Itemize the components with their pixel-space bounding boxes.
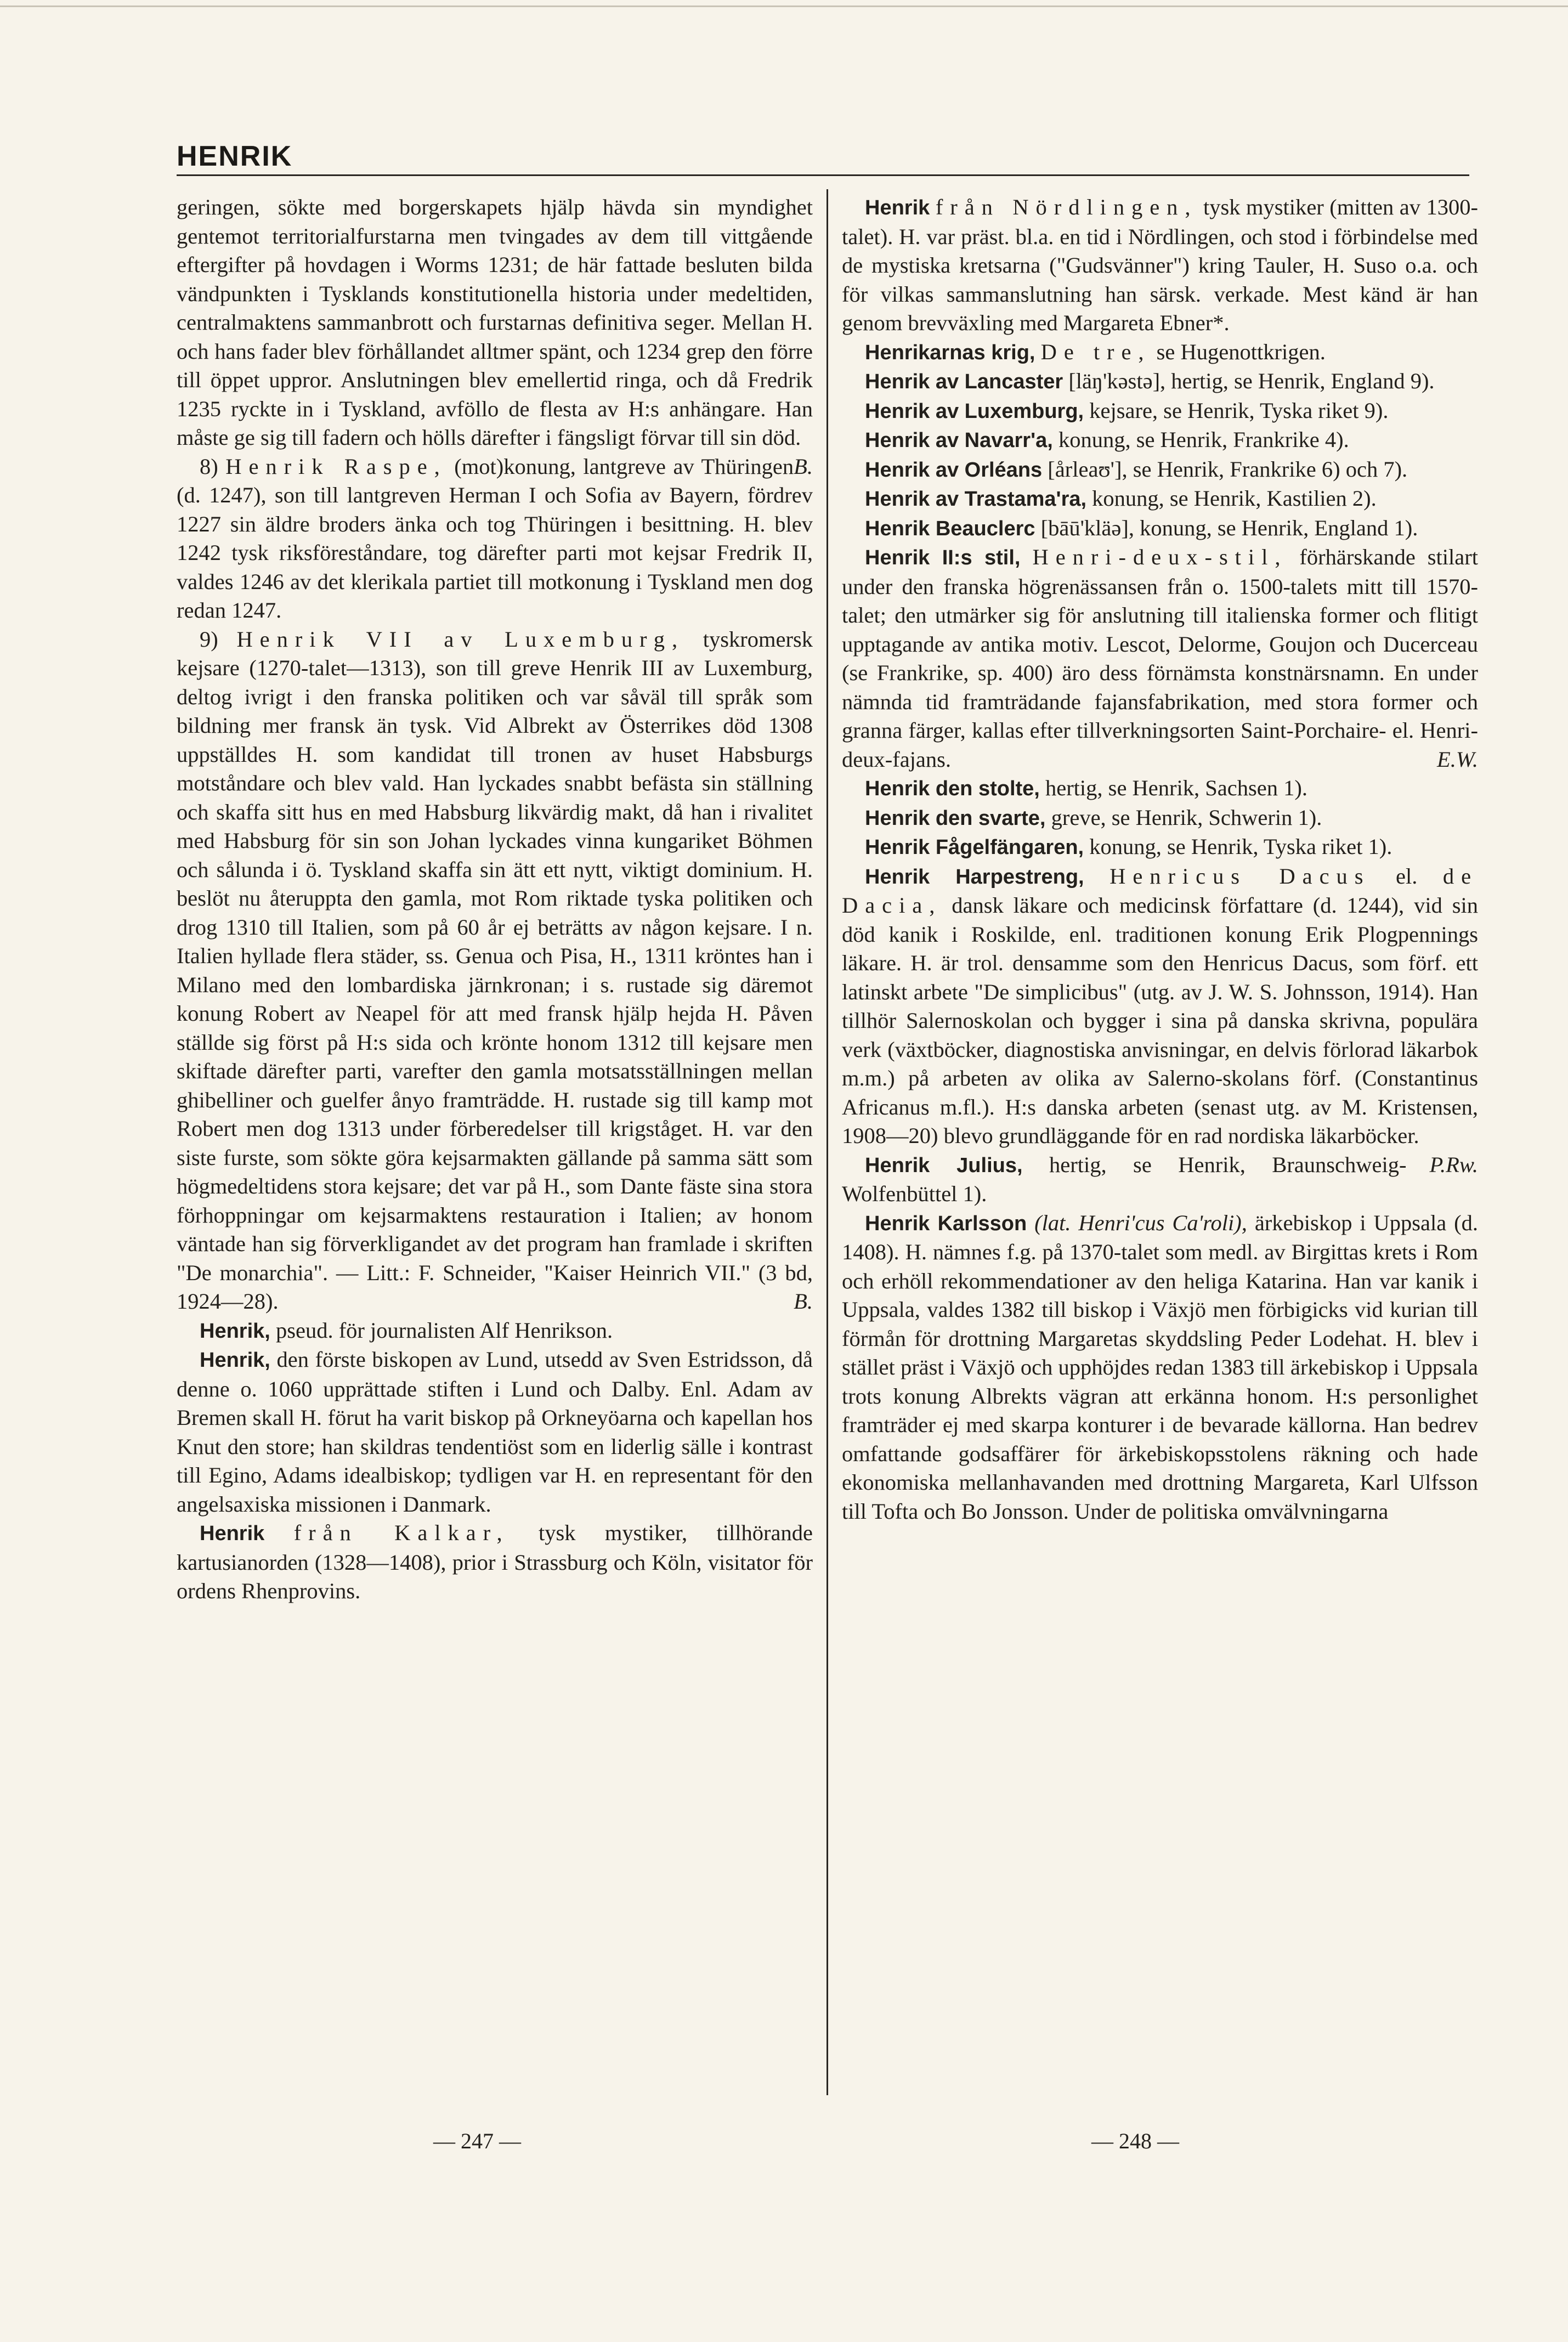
- entry-henrik-luxemburg: Henrik av Luxemburg, kejsare, se Henrik, Tyska riket 9).: [865, 398, 1389, 423]
- entry-name: Henrik Raspe,: [225, 454, 447, 479]
- entry-name: Henricus Dacus: [1110, 863, 1371, 889]
- entry-henrik-pseud: Henrik, pseud. för journalisten Alf Henrikson.: [200, 1317, 613, 1343]
- header-rule: [177, 174, 1469, 176]
- entry-headword: Henrik Beauclerc: [865, 517, 1035, 540]
- entry-name: Henrik VII av Luxemburg,: [236, 626, 685, 652]
- signature: E.W.: [1436, 746, 1478, 772]
- entry-headword: Henrik II:s stil,: [865, 546, 1021, 569]
- entry-henrik-trastamara: Henrik av Trastama'ra, konung, se Henrik, Kastilien 2).: [865, 486, 1377, 511]
- entry-headword: Henrik Harpestreng,: [865, 865, 1084, 889]
- left-column: [177, 193, 813, 1606]
- entry-headword: Henrik: [200, 1522, 265, 1545]
- entry-henrik-harpestreng: Henrik Harpestreng, Henricus Dacus el. de Dacia, dansk läkare och medicinsk författare (d. 1244), vid sin död kanik i Roskilde, enl. traditionen konung Erik Plogpennings läkare. H. är trol. densamme som den Henricus Dacus, som förf. ett latinskt arbete "De simplicibus" (utg. av J. W. S. Johnsson, 1914). Han tillhör Salernoskolan och bygger i sina på danska skrivna, populära verk (växtböcker, diagnostiska anvisningar, en delvis förlorad läkarbok m.m.) på arbeten av olika av Salerno-skolans förf. (Constantinus Africanus m.fl.). H:s danska arbeten (senast utg. av M. Kristensen, 1908—20) blevo grundläggande för en rad nordiska läkarböcker. P.Rw.: [842, 862, 1478, 1151]
- latin-name: (lat. Henri'cus Ca'roli),: [1034, 1210, 1247, 1235]
- page-number-left: — 247 —: [433, 2129, 521, 2153]
- signature: B.: [794, 1289, 813, 1314]
- entry-henrik-fagelfangaren: Henrik Fågelfängaren, konung, se Henrik, Tyska riket 1).: [865, 834, 1392, 859]
- entry-headword: Henrik av Navarr'a,: [865, 429, 1053, 452]
- entry-headword: Henrik av Luxemburg,: [865, 399, 1084, 423]
- entry-continuation: geringen, sökte med borgerskapets hjälp hävda sin myndighet gentemot territorialfurstarna men tvingades av dem till vittgående eftergifter på hovdagen i Worms 1231; de här fattade besluten bilda vändpunkten i Tysklands konstitutionella historia under medeltiden, centralmaktens sammanbrott och furstarnas definitiva seger. Mellan H. och hans fader blev förhållandet alltmer spänt, och 1234 grep den förre till öppet uppror. Anslutningen blev emellertid ringa, och då Fredrik 1235 ryckte in i Tyskland, avföllo de flesta av H:s anhängare. Han måste ge sig till fadern och hölls därefter i fängsligt förvar till sin död. B.: [177, 193, 813, 452]
- entry-henrik-lund: Henrik, den förste biskopen av Lund, utsedd av Sven Estridsson, då denne o. 1060 upprättade stiften i Lund och Dalby. Enl. Adam av Bremen skall H. förut ha varit biskop på Orkneyöarna och kapellan hos Knut den store; han skildras tendentiöst som en liderlig sälle i kontrast till Egino, Adams idealbiskop; tydligen var H. en representant för den angelsaxiska missionen i Danmark.: [177, 1347, 813, 1517]
- signature: B.: [794, 454, 813, 479]
- entry-henrik-karlsson: Henrik Karlsson (lat. Henri'cus Ca'roli), ärkebiskop i Uppsala (d. 1408). H. nämnes f.g. på 1370-talet som medl. av Birgittas krets i Rom och erhöll rekommendationer av den heliga Katarina. Han var kanik i Uppsala, valdes 1382 till biskop i Växjö men förbigicks vid kurian till förmån för drottning Margaretas skyddsling Peder Lodehat. H. blev i stället präst i Växjö och upphöjdes redan 1383 till ärkebiskop i Uppsala trots konung Albrekts vägran att erkänna honom. H:s personlighet framträder ej med skarpa konturer i de bevarade källorna. Han bedrev omfattande godsaffärer för ärkebiskopsstolens räkning och hade ekonomiska mellanhavanden med drottning Margareta, Karl Ulfsson till Tofta och Bo Jonsson. Under de politiska omvälvningarna: [842, 1210, 1478, 1524]
- page-header: HENRIK: [177, 140, 293, 172]
- entry-henrik-raspe: 8) Henrik Raspe, (mot)konung, lantgreve av Thüringen (d. 1247), son till lantgreven Herman I och Sofia av Bayern, fördrev 1227 sin äldre broders änka och tog Thüringen i besittning. H. blev 1242 tysk riksföreståndare, tog därefter parti mot kejsar Fredrik II, valdes 1246 av det klerikala partiet till motkonung i Tyskland men dog redan 1247.: [177, 454, 813, 623]
- signature: P.Rw.: [1429, 1152, 1478, 1177]
- entry-henrik-lancaster: Henrik av Lancaster [läŋ'kəstə], hertig, se Henrik, England 9).: [865, 369, 1435, 393]
- entry-henrik-julius: Henrik Julius, hertig, se Henrik, Braunschweig-Wolfenbüttel 1).: [842, 1152, 1407, 1206]
- column-divider: [827, 189, 828, 2095]
- entry-henrik-stolte: Henrik den stolte, hertig, se Henrik, Sachsen 1).: [865, 776, 1307, 800]
- entry-name: från Nördlingen,: [935, 195, 1198, 219]
- entry-henrik-beauclerc: Henrik Beauclerc [bāū'kläə], konung, se Henrik, England 1).: [865, 515, 1418, 540]
- entry-henrikarnas-krig: Henrikarnas krig, De tre, se Hugenottkrigen.: [865, 339, 1326, 364]
- entry-headword: Henrik av Trastama'ra,: [865, 488, 1087, 511]
- entry-name: de Dacia,: [842, 863, 1479, 918]
- entry-headword: Henrik av Lancaster: [865, 370, 1063, 393]
- top-edge-rule: [0, 5, 1568, 7]
- entry-henrik-ii-stil: Henrik II:s stil, Henri-deux-stil, förhärskande stilart under den franska högrenässansen från o. 1500-talets mitt till 1570-talet; den utmärker sig för anslutning till italienska former och flitigt upptagande av antika motiv. Lescot, Delorme, Goujon och Ducerceau (se Frankrike, sp. 400) äro dess förnämsta konstnärsnamn. En under nämnda tid framträdande fajansfabrikation, med stora former och granna färger, kallas efter tillverkningsorten Saint-Porchaire- el. Henri-deux-fajans. E.W.: [842, 543, 1478, 774]
- entry-headword: Henrik: [865, 196, 930, 219]
- entry-henrik-nordlingen: Henrik från Nördlingen, tysk mystiker (mitten av 1300-talet). H. var präst. bl.a. en tid i Nördlingen, och stod i förbindelse med de mystiska kretsarna ("Gudsvänner") kring Tauler, H. Suso o.a. och för vilkas sammanslutning han särsk. verkade. Mest känd är han genom brevväxling med Margareta Ebner*.: [842, 195, 1479, 335]
- entry-name: Henri-deux-stil,: [1032, 545, 1288, 569]
- entry-name: från Kalkar,: [293, 1520, 510, 1545]
- entry-headword: Henrik,: [200, 1319, 270, 1343]
- entry-headword: Henrik Julius,: [865, 1153, 1023, 1177]
- entry-henrik-orleans: Henrik av Orléans [årleaʊ'], se Henrik, Frankrike 6) och 7).: [865, 456, 1408, 482]
- entry-henrik-navarra: Henrik av Navarr'a, konung, se Henrik, Frankrike 4).: [865, 427, 1349, 452]
- entry-headword: Henrik av Orléans: [865, 458, 1043, 482]
- entry-headword: Henrikarnas krig,: [865, 341, 1035, 364]
- entry-henrik-kalkar: Henrik från Kalkar, tysk mystiker, tillhörande kartusianorden (1328—1408), prior i Strassburg och Köln, visitator för ordens Rhenprovins.: [177, 1520, 813, 1603]
- entry-henrik-vii: 9) Henrik VII av Luxemburg, tyskromersk kejsare (1270-talet—1313), son till greve Henrik III av Luxemburg, deltog ivrigt i den franska politiken och var såväl till språk som bildning mer fransk än tysk. Vid Albrekt av Österrikes död 1308 uppställdes H. som kandidat till tronen av huset Habsburgs motståndare och blev vald. Han lyckades snabbt befästa sin ställning och skaffa sitt hus en med Habsburg likvärdig makt, då han i rivalitet med Habsburg för sin son Johan lyckades vinna kungariket Böhmen och sålunda i ö. Tyskland skaffa sin ätt ett nytt, viktigt dominium. H. beslöt nu återuppta den gamla, mot Rom riktade tyska politiken och drog 1310 till Italien, som på 60 år ej beträtts av någon kejsare. I n. Italien hyllade flera städer, ss. Genua och Pisa, H., 1311 kröntes han i Milano med den lombardiska järnkronan; i s. rustade sig däremot konung Robert av Neapel för att med fransk hjälp hejda H. Påven ställde sig först på H:s sida och krönte honom 1312 till kejsare men skiftade därefter parti, varefter den gamla motsatsställningen mellan ghibelliner och guelfer ånyo framträdde. H. rustade sig till kamp mot Robert men dog 1313 under förberedelser till krigståget. H. var den siste furste, som sökte göra kejsarmakten gällande på samma sätt som högmedeltidens stora kejsare; det var på H., som Dante fäste sina stora förhoppningar om kejsarmaktens restauration i Italien; av honom väntade han sig förverkligandet av det program han framlade i skriften "De monarchia". — Litt.: F. Schneider, "Kaiser Heinrich VII." (3 bd, 1924—28). B.: [177, 625, 813, 1316]
- right-column: [842, 193, 1478, 1526]
- entry-headword: Henrik Karlsson: [865, 1212, 1027, 1235]
- entry-headword: Henrik den svarte,: [865, 806, 1046, 830]
- entry-headword: Henrik Fågelfängaren,: [865, 836, 1084, 859]
- page-number-right: — 248 —: [1091, 2129, 1179, 2153]
- entry-headword: Henrik den stolte,: [865, 777, 1040, 800]
- entry-name: De tre,: [1040, 339, 1151, 364]
- entry-headword: Henrik,: [200, 1349, 270, 1372]
- entry-henrik-svarte: Henrik den svarte, greve, se Henrik, Schwerin 1).: [865, 805, 1322, 830]
